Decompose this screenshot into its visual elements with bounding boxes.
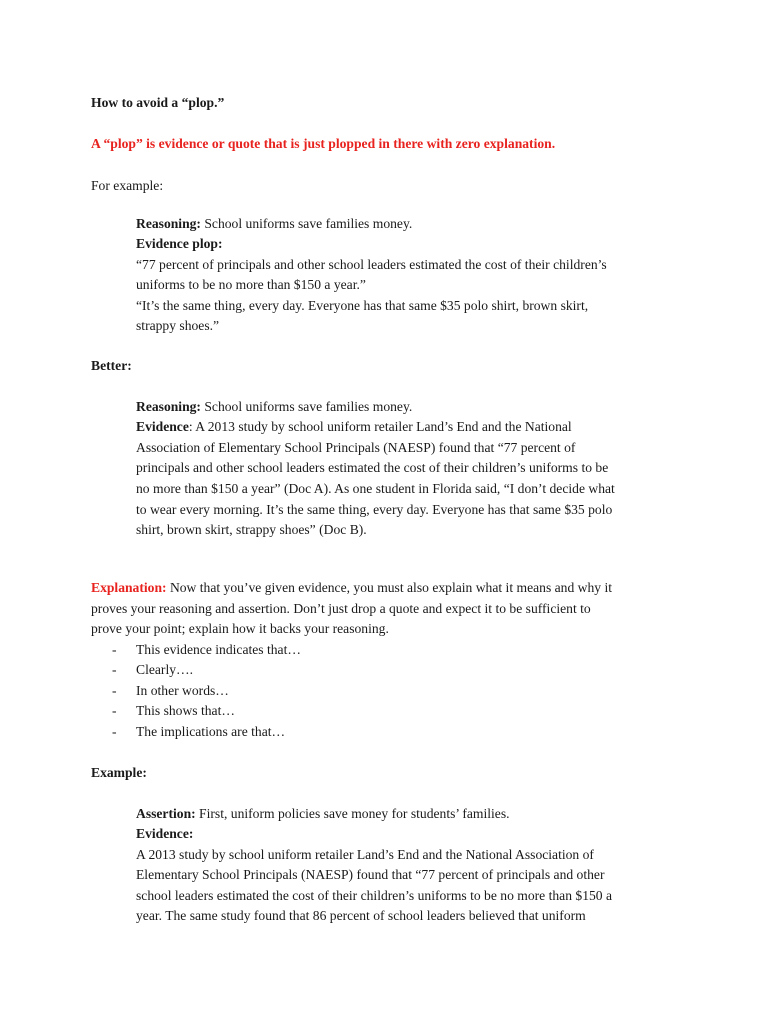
list-item xyxy=(0,722,768,742)
plop-quote-line: strappy shoes.” xyxy=(136,318,220,333)
better-reasoning-line xyxy=(136,397,412,417)
better-label: Better: xyxy=(91,358,132,373)
assertion-label: Assertion: xyxy=(136,806,196,821)
evidence-text: : A 2013 study by school uniform retailer Land’s End and the National xyxy=(188,419,572,434)
bullet-marker: - xyxy=(112,662,117,677)
evidence-label: Evidence: xyxy=(136,826,194,841)
bullet-text: Clearly…. xyxy=(136,662,194,677)
explanation-line: proves your reasoning and assertion. Don’t just drop a quote and expect it to be sufficient to xyxy=(91,601,591,616)
reasoning-text: School uniforms save families money. xyxy=(200,216,413,231)
bullet-marker: - xyxy=(112,724,117,739)
final-evidence-line: school leaders estimated the cost of their children’s uniforms to be no more than $150 a xyxy=(136,888,613,903)
plop-reasoning-line xyxy=(136,214,412,234)
evidence-plop-label: Evidence plop: xyxy=(136,236,223,251)
bullet-text: The implications are that… xyxy=(136,724,286,739)
list-item xyxy=(0,660,768,680)
better-evidence-line: no more than $150 a year” (Doc A). As one student in Florida said, “I don’t decide what xyxy=(136,481,615,496)
explanation-label: Explanation: xyxy=(91,580,167,595)
bullet-marker: - xyxy=(112,683,117,698)
plop-quote-line: “77 percent of principals and other school leaders estimated the cost of their children’s xyxy=(136,257,607,272)
example-label: Example: xyxy=(91,765,147,780)
reasoning-text: School uniforms save families money. xyxy=(200,399,413,414)
reasoning-label: Reasoning: xyxy=(136,216,201,231)
bullet-text: This evidence indicates that… xyxy=(136,642,301,657)
better-evidence-line: principals and other school leaders estimated the cost of their children’s uniforms to be xyxy=(136,460,609,475)
explanation-line: prove your point; explain how it backs your reasoning. xyxy=(91,621,389,636)
final-evidence-line: A 2013 study by school uniform retailer Land’s End and the National Association of xyxy=(136,847,594,862)
plop-definition: A “plop” is evidence or quote that is just plopped in there with zero explanation. xyxy=(91,136,556,151)
bullet-marker: - xyxy=(112,642,117,657)
explanation-line xyxy=(91,578,612,598)
for-example-label: For example: xyxy=(91,178,164,193)
assertion-line xyxy=(136,804,510,824)
list-item xyxy=(0,701,768,721)
explanation-text: Now that you’ve given evidence, you must also explain what it means and why it xyxy=(166,580,613,595)
plop-quote-line: “It’s the same thing, every day. Everyone has that same $35 polo shirt, brown skirt, xyxy=(136,298,589,313)
better-evidence-line: to wear every morning. It’s the same thing, every day. Everyone has that same $35 polo xyxy=(136,502,613,517)
bullet-text: This shows that… xyxy=(136,703,235,718)
better-evidence-line xyxy=(136,417,572,437)
bullet-marker: - xyxy=(112,703,117,718)
final-evidence-line: year. The same study found that 86 percent of school leaders believed that uniform xyxy=(136,908,586,923)
assertion-text: First, uniform policies save money for students’ families. xyxy=(195,806,510,821)
evidence-label: Evidence xyxy=(136,419,189,434)
doc-title: How to avoid a “plop.” xyxy=(91,95,225,110)
plop-quote-line: uniforms to be no more than $150 a year.” xyxy=(136,277,366,292)
reasoning-label: Reasoning: xyxy=(136,399,201,414)
better-evidence-line: shirt, brown skirt, strappy shoes” (Doc B). xyxy=(136,522,367,537)
final-evidence-line: Elementary School Principals (NAESP) found that “77 percent of principals and other xyxy=(136,867,605,882)
list-item xyxy=(0,640,768,660)
list-item xyxy=(0,681,768,701)
better-evidence-line: Association of Elementary School Principals (NAESP) found that “77 percent of xyxy=(136,440,576,455)
bullet-text: In other words… xyxy=(136,683,229,698)
